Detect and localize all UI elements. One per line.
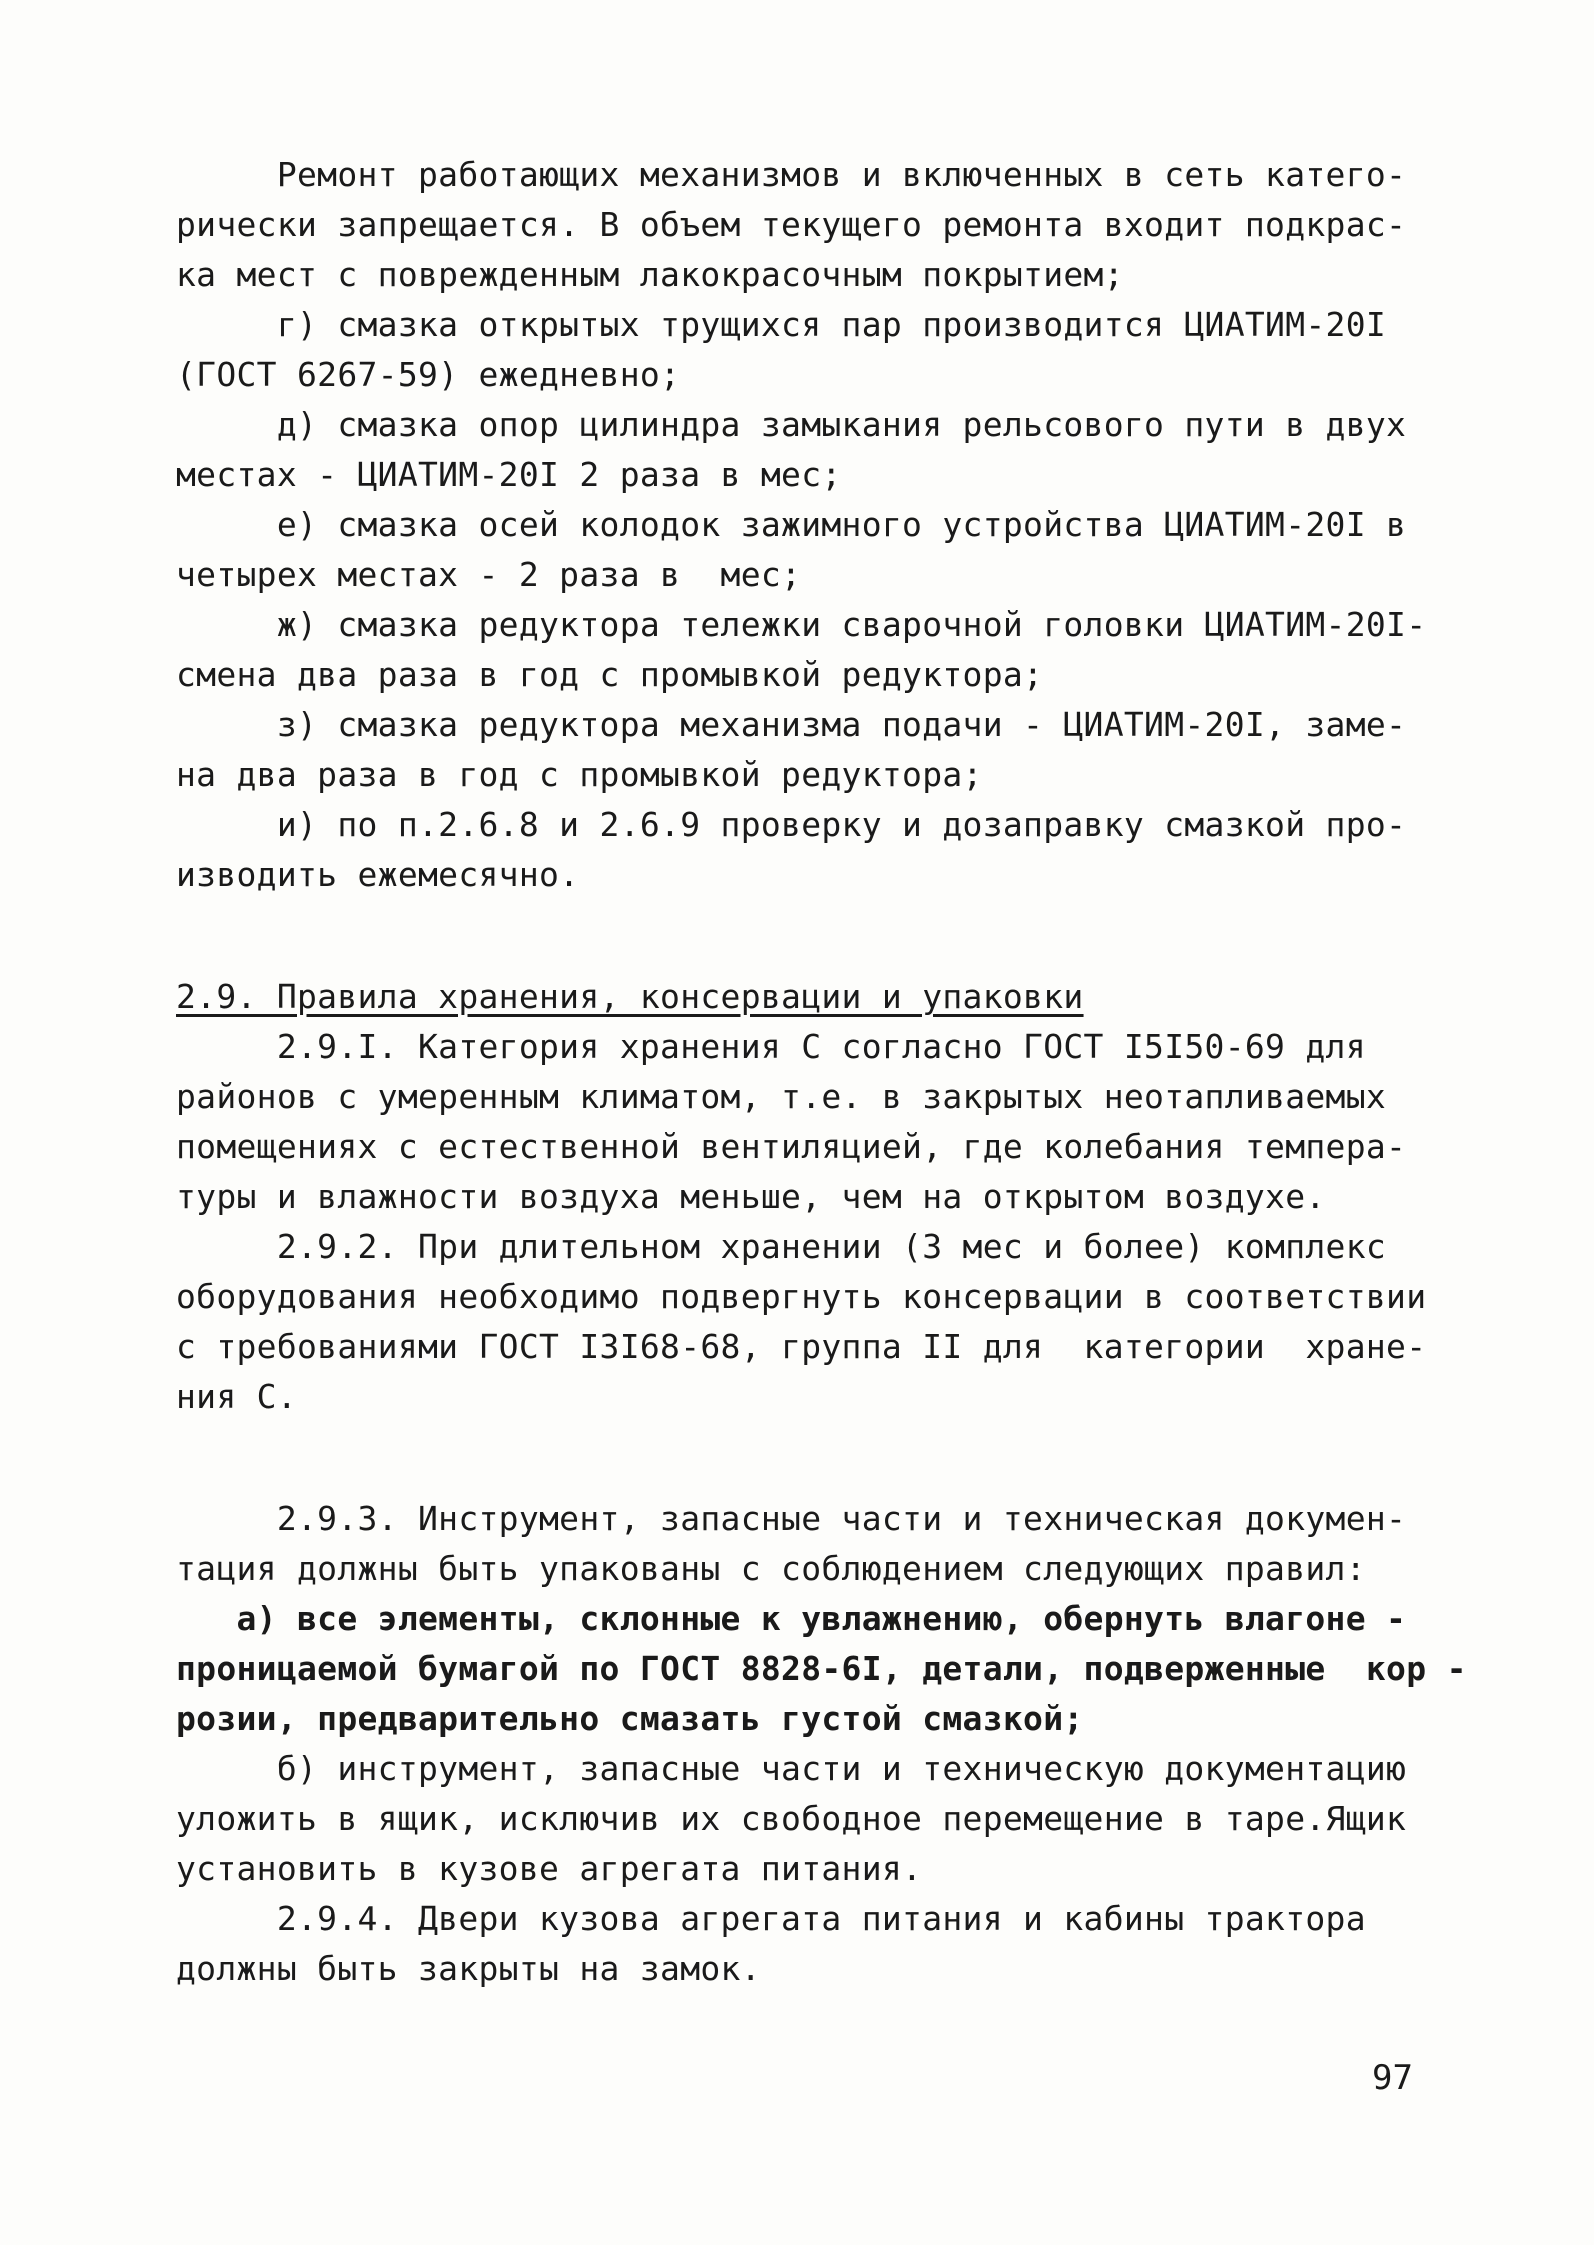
text-line: тация должны быть упакованы с соблюдением следующих правил:	[176, 1549, 1366, 1588]
text-line: изводить ежемесячно.	[176, 855, 580, 894]
text-line: с требованиями ГОСТ I3I68-68, группа II для категории хране-	[176, 1327, 1427, 1366]
text-line: (ГОСТ 6267-59) ежедневно;	[176, 355, 681, 394]
text-line: Ремонт работающих механизмов и включенных в сеть катего-	[176, 155, 1407, 194]
list-item-z: з) смазка редуктора механизма подачи - ЦИАТИМ-20I, заме-	[176, 705, 1407, 744]
text-line: туры и влажности воздуха меньше, чем на открытом воздухе.	[176, 1177, 1326, 1216]
paragraph-2-9-4: 2.9.4. Двери кузова агрегата питания и кабины трактора	[176, 1899, 1366, 1938]
text-line: должны быть закрыты на замок.	[176, 1949, 761, 1988]
text-line: местах - ЦИАТИМ-20I 2 раза в мес;	[176, 455, 842, 494]
document-body	[176, 150, 1467, 1994]
text-line: ка мест с поврежденным лакокрасочным покрытием;	[176, 255, 1124, 294]
text-line: четырех местах - 2 раза в мес;	[176, 555, 802, 594]
paragraph-2-9-3: 2.9.3. Инструмент, запасные части и техническая докумен-	[176, 1499, 1407, 1538]
text-line: ния С.	[176, 1377, 298, 1416]
text-line: смена два раза в год с промывкой редуктора;	[176, 655, 1044, 694]
text-line: уложить в ящик, исключив их свободное перемещение в таре.Ящик	[176, 1799, 1407, 1838]
text-line: проницаемой бумагой по ГОСТ 8828-6I, детали, подверженные кор -	[176, 1649, 1467, 1688]
text-line: оборудования необходимо подвергнуть консервации в соответствии	[176, 1277, 1427, 1316]
spacer	[176, 950, 1446, 972]
text-line: розии, предварительно смазать густой смазкой;	[176, 1699, 1084, 1738]
list-item-e: е) смазка осей колодок зажимного устройства ЦИАТИМ-20I в	[176, 505, 1407, 544]
spacer	[176, 1472, 1446, 1494]
section-heading: 2.9. Правила хранения, консервации и упаковки	[176, 977, 1084, 1016]
text-line: рически запрещается. В объем текущего ремонта входит подкрас-	[176, 205, 1407, 244]
list-item-g: г) смазка открытых трущихся пар производится ЦИАТИМ-20I	[176, 305, 1387, 344]
text-line: установить в кузове агрегата питания.	[176, 1849, 923, 1888]
spacer	[176, 1422, 1446, 1472]
text-line: районов с умеренным климатом, т.е. в закрытых неотапливаемых	[176, 1077, 1387, 1116]
list-item-d: д) смазка опор цилиндра замыкания рельсового пути в двух	[176, 405, 1407, 444]
page-number: 97	[1372, 2058, 1413, 2098]
list-item-a: а) все элементы, склонные к увлажнению, обернуть влагоне -	[176, 1599, 1407, 1638]
list-item-i: и) по п.2.6.8 и 2.6.9 проверку и дозаправку смазкой про-	[176, 805, 1407, 844]
paragraph-2-9-1: 2.9.I. Категория хранения С согласно ГОСТ I5I50-69 для	[176, 1027, 1366, 1066]
list-item-b: б) инструмент, запасные части и техническую документацию	[176, 1749, 1407, 1788]
spacer	[176, 900, 1446, 950]
text-line: помещениях с естественной вентиляцией, где колебания темпера-	[176, 1127, 1407, 1166]
text-line: на два раза в год с промывкой редуктора;	[176, 755, 983, 794]
paragraph-2-9-2: 2.9.2. При длительном хранении (3 мес и более) комплекс	[176, 1227, 1387, 1266]
list-item-zh: ж) смазка редуктора тележки сварочной головки ЦИАТИМ-20I-	[176, 605, 1427, 644]
